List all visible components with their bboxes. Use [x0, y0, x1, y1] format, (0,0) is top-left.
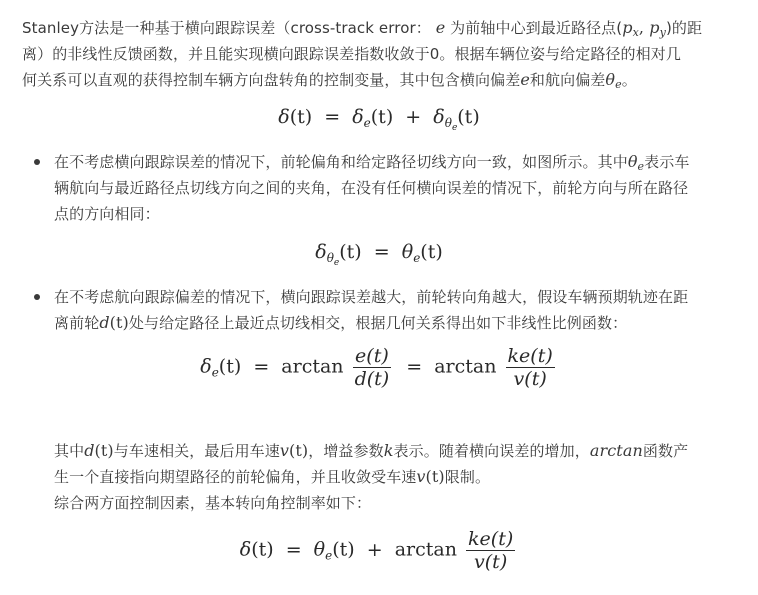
intro-text: )的距 — [665, 19, 703, 37]
bullet-item-heading-error — [54, 149, 734, 227]
bullet2-line-1: 在不考虑航向跟踪偏差的情况下，横向跟踪误差越大，前轮转向角越大，假设车辆预期轨迹在距 — [54, 288, 689, 306]
math-var-e: e — [520, 70, 530, 89]
bullet1-line-1: 在不考虑横向跟踪误差的情况下，前轮偏角和给定路径切线方向一致，如图所示。其中$\theta_e$表示车 — [54, 152, 690, 173]
bullet-marker — [34, 159, 40, 165]
intro-text: 为前轴中心到最近路径点( — [450, 19, 623, 37]
fraction-ke-over-v: $\frac{ke(t)}{v(t)}$ — [507, 345, 553, 390]
equation-stanley-control-law: $\delta(t) = \theta_e(t) + \arctan$ $\frac{ke(t)}{v(t)}$ — [239, 528, 514, 573]
intro-paragraph — [22, 15, 734, 93]
bullet-item-cross-track — [54, 284, 734, 336]
intro-line-3: 何关系可以直观的获得控制车辆方向盘转角的控制变量，其中包含横向偏差e和航向偏差$\theta_e$。 — [22, 70, 637, 91]
fraction-ke-over-v: $\frac{ke(t)}{v(t)}$ — [468, 528, 514, 573]
para2-line-3: 综合两方面控制因素，基本转向角控制率如下： — [54, 494, 372, 512]
para2-line-2: 生一个直接指向期望路径的前轮偏角，并且收敛受车速v(t)限制。 — [54, 467, 491, 486]
math-d-t: d(t) — [99, 313, 129, 332]
equation-delta-e-arctan: $\delta_e(t) = \arctan$ $\frac{e(t)}{d(t)}$ = arctan $\frac{ke(t)}{v(t)}$ — [200, 345, 553, 390]
math-point: $p_x$, $p_y$ — [622, 18, 666, 39]
bullet-marker — [34, 294, 40, 300]
equation-delta-theta: $\delta_{\theta_e}(t) = \theta_e(t)$ — [315, 241, 443, 268]
explanation-paragraph — [54, 438, 734, 516]
bullet2-line-2: 离前轮d(t)处与给定路径上最近点切线相交，根据几何关系得出如下非线性比例函数： — [54, 313, 628, 332]
math-theta-e: $\theta_e$ — [627, 152, 645, 173]
math-var-e: e — [435, 18, 446, 37]
para2-line-1: 其中d(t)与车速相关，最后用车速v(t)，增益参数k表示。随着横向误差的增加，arctan函数产 — [54, 441, 689, 460]
math-theta-e: $\theta_e$ — [605, 70, 622, 91]
bullet1-line-2: 辆航向与最近路径点切线方向之间的夹角，在没有任何横向误差的情况下，前轮方向与所在路径 — [54, 179, 689, 197]
intro-text: Stanley方法是一种基于横向跟踪误差（cross-track error： — [22, 19, 431, 37]
intro-line-1 — [22, 15, 734, 41]
bullet1-line-3: 点的方向相同： — [54, 205, 160, 223]
fraction-e-over-d: $\frac{e(t)}{d(t)}$ — [354, 345, 390, 390]
equation-delta-sum: $\delta(t) = \delta_e(t) + \delta_{\theta_e}(t)$ — [278, 106, 480, 133]
intro-line-2: 离）的非线性反馈函数，并且能实现横向跟踪误差指数收敛于0。根据车辆位姿与给定路径的相对几 — [22, 45, 681, 63]
